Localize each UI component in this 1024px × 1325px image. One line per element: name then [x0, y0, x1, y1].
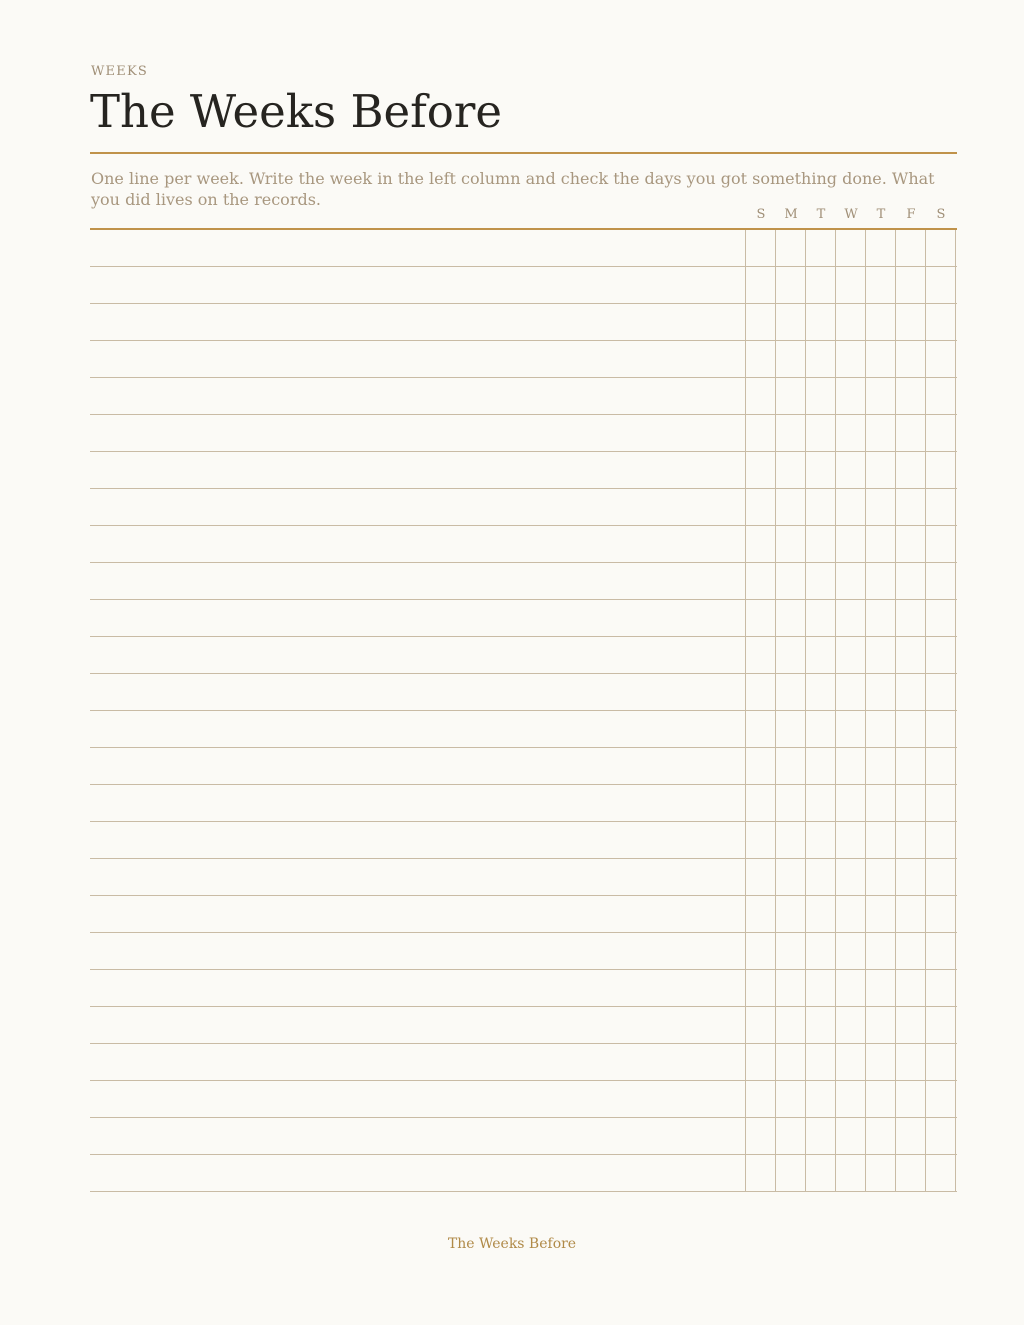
day-checkbox-cell[interactable] [896, 563, 926, 599]
day-checkbox-cell[interactable] [836, 378, 866, 414]
tracker-rows [90, 230, 957, 1192]
week-row [90, 452, 957, 489]
week-write-in-cell[interactable] [90, 341, 746, 377]
day-checkbox-cell[interactable] [926, 711, 956, 747]
day-checkbox-cell[interactable] [926, 1155, 956, 1191]
day-checkbox-cell[interactable] [776, 1081, 806, 1117]
day-checkbox-cell[interactable] [926, 1007, 956, 1043]
footer-text: The Weeks Before [447, 1236, 577, 1252]
day-checkbox-cell[interactable] [836, 452, 866, 488]
day-checkbox-cell[interactable] [776, 785, 806, 821]
week-write-in-cell[interactable] [90, 600, 746, 636]
day-checkbox-cell[interactable] [746, 378, 776, 414]
week-write-in-cell[interactable] [90, 822, 746, 858]
day-checkbox-cell[interactable] [896, 600, 926, 636]
day-checkbox-cell[interactable] [926, 489, 956, 525]
day-header: S [936, 207, 946, 222]
day-checkbox-cell[interactable] [806, 415, 836, 451]
day-checkbox-cell[interactable] [746, 341, 776, 377]
day-checkbox-cell[interactable] [926, 785, 956, 821]
day-checkbox-cell[interactable] [776, 341, 806, 377]
day-checkbox-cell[interactable] [806, 1118, 836, 1154]
day-checkbox-cell[interactable] [776, 1118, 806, 1154]
day-checkbox-cell[interactable] [866, 785, 896, 821]
week-write-in-cell[interactable] [90, 674, 746, 710]
day-checkbox-cell[interactable] [866, 1081, 896, 1117]
day-checkbox-cell[interactable] [896, 859, 926, 895]
day-checkbox-cell[interactable] [926, 674, 956, 710]
day-checkbox-cell[interactable] [926, 230, 956, 266]
week-row [90, 378, 957, 415]
day-checkbox-cell[interactable] [836, 1155, 866, 1191]
day-header: T [876, 207, 886, 222]
day-checkbox-cell[interactable] [866, 452, 896, 488]
day-checkbox-cell[interactable] [926, 1081, 956, 1117]
day-checkbox-cell[interactable] [926, 526, 956, 562]
day-checkbox-cell[interactable] [746, 1007, 776, 1043]
day-checkbox-cell[interactable] [746, 304, 776, 340]
day-checkbox-cell[interactable] [896, 267, 926, 303]
day-checkbox-cell[interactable] [776, 563, 806, 599]
day-checkbox-cell[interactable] [896, 1118, 926, 1154]
week-row [90, 1044, 957, 1081]
day-checkbox-cell[interactable] [926, 600, 956, 636]
week-row [90, 896, 957, 933]
day-checkbox-cell[interactable] [836, 748, 866, 784]
day-header: F [906, 207, 916, 222]
day-checkbox-cell[interactable] [896, 1081, 926, 1117]
day-checkbox-cell[interactable] [776, 711, 806, 747]
day-checkbox-cell[interactable] [776, 489, 806, 525]
week-row [90, 526, 957, 563]
day-checkbox-cell[interactable] [746, 526, 776, 562]
day-checkbox-cell[interactable] [836, 1081, 866, 1117]
day-checkbox-cell[interactable] [806, 859, 836, 895]
day-checkbox-cell[interactable] [836, 341, 866, 377]
day-header: T [816, 207, 826, 222]
week-write-in-cell[interactable] [90, 415, 746, 451]
day-checkbox-cell[interactable] [866, 563, 896, 599]
day-checkbox-cell[interactable] [866, 637, 896, 673]
day-checkbox-cell[interactable] [776, 1155, 806, 1191]
day-checkbox-cell[interactable] [746, 267, 776, 303]
day-checkbox-cell[interactable] [836, 600, 866, 636]
day-checkbox-cell[interactable] [896, 304, 926, 340]
day-checkbox-cell[interactable] [806, 822, 836, 858]
day-checkbox-cell[interactable] [836, 785, 866, 821]
day-checkbox-cell[interactable] [866, 711, 896, 747]
section-eyebrow: WEEKS [91, 64, 148, 79]
week-write-in-cell[interactable] [90, 637, 746, 673]
day-checkbox-cell[interactable] [926, 304, 956, 340]
day-checkbox-cell[interactable] [746, 822, 776, 858]
day-checkbox-cell[interactable] [806, 489, 836, 525]
day-checkbox-cell[interactable] [746, 489, 776, 525]
day-checkbox-cell[interactable] [806, 600, 836, 636]
day-checkbox-cell[interactable] [776, 970, 806, 1006]
day-checkbox-cell[interactable] [776, 822, 806, 858]
day-checkbox-cell[interactable] [746, 637, 776, 673]
day-checkbox-cell[interactable] [896, 970, 926, 1006]
week-write-in-cell[interactable] [90, 526, 746, 562]
page-title: The Weeks Before [90, 85, 503, 138]
day-checkbox-cell[interactable] [836, 1007, 866, 1043]
day-checkbox-cell[interactable] [896, 896, 926, 932]
day-checkbox-cell[interactable] [836, 896, 866, 932]
day-checkbox-cell[interactable] [776, 415, 806, 451]
week-write-in-cell[interactable] [90, 1118, 746, 1154]
day-checkbox-cell[interactable] [866, 341, 896, 377]
week-row [90, 970, 957, 1007]
day-checkbox-cell[interactable] [776, 637, 806, 673]
day-checkbox-cell[interactable] [896, 230, 926, 266]
week-row [90, 785, 957, 822]
day-checkbox-cell[interactable] [836, 267, 866, 303]
week-row [90, 563, 957, 600]
day-checkbox-cell[interactable] [866, 489, 896, 525]
day-checkbox-cell[interactable] [926, 563, 956, 599]
day-checkbox-cell[interactable] [896, 1044, 926, 1080]
day-checkbox-cell[interactable] [926, 822, 956, 858]
day-checkbox-cell[interactable] [776, 304, 806, 340]
day-checkbox-cell[interactable] [776, 230, 806, 266]
day-checkbox-cell[interactable] [866, 526, 896, 562]
week-write-in-cell[interactable] [90, 489, 746, 525]
day-checkbox-cell[interactable] [866, 304, 896, 340]
day-checkbox-cell[interactable] [746, 933, 776, 969]
day-checkbox-cell[interactable] [836, 230, 866, 266]
day-checkbox-cell[interactable] [776, 526, 806, 562]
day-checkbox-cell[interactable] [746, 1155, 776, 1191]
day-checkbox-cell[interactable] [866, 1155, 896, 1191]
day-header: S [756, 207, 766, 222]
day-checkbox-cell[interactable] [836, 822, 866, 858]
day-checkbox-cell[interactable] [836, 1118, 866, 1154]
day-checkbox-cell[interactable] [746, 1081, 776, 1117]
day-checkbox-cell[interactable] [746, 230, 776, 266]
day-checkbox-cell[interactable] [806, 1155, 836, 1191]
day-checkbox-cell[interactable] [926, 1118, 956, 1154]
week-write-in-cell[interactable] [90, 1081, 746, 1117]
day-checkbox-cell[interactable] [746, 563, 776, 599]
week-write-in-cell[interactable] [90, 267, 746, 303]
day-checkbox-cell[interactable] [836, 711, 866, 747]
day-checkbox-cell[interactable] [776, 267, 806, 303]
day-checkbox-cell[interactable] [776, 378, 806, 414]
day-checkbox-cell[interactable] [806, 267, 836, 303]
day-checkbox-cell[interactable] [746, 785, 776, 821]
day-checkbox-cell[interactable] [776, 896, 806, 932]
day-checkbox-cell[interactable] [806, 674, 836, 710]
day-checkbox-cell[interactable] [806, 711, 836, 747]
day-checkbox-cell[interactable] [806, 1007, 836, 1043]
day-checkbox-cell[interactable] [896, 452, 926, 488]
day-checkbox-cell[interactable] [896, 748, 926, 784]
day-checkbox-cell[interactable] [926, 452, 956, 488]
day-checkbox-cell[interactable] [806, 1081, 836, 1117]
day-checkbox-cell[interactable] [836, 970, 866, 1006]
day-checkbox-cell[interactable] [866, 822, 896, 858]
week-write-in-cell[interactable] [90, 304, 746, 340]
week-write-in-cell[interactable] [90, 896, 746, 932]
day-checkbox-cell[interactable] [896, 637, 926, 673]
week-row [90, 304, 957, 341]
day-checkbox-cell[interactable] [746, 896, 776, 932]
day-checkbox-cell[interactable] [806, 452, 836, 488]
day-checkbox-cell[interactable] [746, 415, 776, 451]
day-header: M [784, 207, 798, 222]
title-divider [90, 152, 957, 154]
week-row [90, 1007, 957, 1044]
day-checkbox-cell[interactable] [776, 1044, 806, 1080]
week-write-in-cell[interactable] [90, 748, 746, 784]
week-row [90, 489, 957, 526]
day-checkbox-cell[interactable] [806, 304, 836, 340]
day-checkbox-cell[interactable] [866, 230, 896, 266]
week-row [90, 267, 957, 304]
day-checkbox-cell[interactable] [746, 600, 776, 636]
day-header-row [746, 207, 957, 222]
day-checkbox-cell[interactable] [926, 341, 956, 377]
week-row [90, 748, 957, 785]
day-checkbox-cell[interactable] [926, 378, 956, 414]
day-checkbox-cell[interactable] [866, 1007, 896, 1043]
day-header: W [844, 207, 858, 222]
day-checkbox-cell[interactable] [836, 859, 866, 895]
day-checkbox-cell[interactable] [866, 748, 896, 784]
day-checkbox-cell[interactable] [776, 600, 806, 636]
day-checkbox-cell[interactable] [806, 378, 836, 414]
day-checkbox-cell[interactable] [866, 859, 896, 895]
day-checkbox-cell[interactable] [896, 1155, 926, 1191]
day-checkbox-cell[interactable] [806, 896, 836, 932]
day-checkbox-cell[interactable] [806, 563, 836, 599]
week-write-in-cell[interactable] [90, 230, 746, 266]
day-checkbox-cell[interactable] [926, 637, 956, 673]
week-row [90, 933, 957, 970]
instructions-text: One line per week. Write the week in the left column and check the days you got something done. What you did lives on the records. [91, 169, 935, 209]
day-checkbox-cell[interactable] [806, 230, 836, 266]
day-checkbox-cell[interactable] [866, 896, 896, 932]
day-checkbox-cell[interactable] [896, 378, 926, 414]
day-checkbox-cell[interactable] [866, 267, 896, 303]
day-checkbox-cell[interactable] [866, 1118, 896, 1154]
day-checkbox-cell[interactable] [836, 304, 866, 340]
day-checkbox-cell[interactable] [776, 1007, 806, 1043]
week-write-in-cell[interactable] [90, 378, 746, 414]
week-row [90, 600, 957, 637]
week-write-in-cell[interactable] [90, 1044, 746, 1080]
day-checkbox-cell[interactable] [806, 785, 836, 821]
day-checkbox-cell[interactable] [836, 1044, 866, 1080]
week-row [90, 859, 957, 896]
week-write-in-cell[interactable] [90, 1007, 746, 1043]
day-checkbox-cell[interactable] [836, 563, 866, 599]
day-checkbox-cell[interactable] [896, 415, 926, 451]
day-checkbox-cell[interactable] [806, 970, 836, 1006]
day-checkbox-cell[interactable] [806, 933, 836, 969]
week-row [90, 415, 957, 452]
day-checkbox-cell[interactable] [836, 415, 866, 451]
day-checkbox-cell[interactable] [746, 970, 776, 1006]
day-checkbox-cell[interactable] [896, 526, 926, 562]
day-checkbox-cell[interactable] [746, 452, 776, 488]
week-write-in-cell[interactable] [90, 933, 746, 969]
day-checkbox-cell[interactable] [746, 748, 776, 784]
day-checkbox-cell[interactable] [926, 267, 956, 303]
day-checkbox-cell[interactable] [866, 415, 896, 451]
day-checkbox-cell[interactable] [746, 1118, 776, 1154]
week-write-in-cell[interactable] [90, 785, 746, 821]
day-checkbox-cell[interactable] [806, 748, 836, 784]
week-write-in-cell[interactable] [90, 452, 746, 488]
week-row [90, 637, 957, 674]
day-checkbox-cell[interactable] [866, 933, 896, 969]
day-checkbox-cell[interactable] [836, 933, 866, 969]
day-checkbox-cell[interactable] [806, 526, 836, 562]
week-write-in-cell[interactable] [90, 711, 746, 747]
day-checkbox-cell[interactable] [866, 378, 896, 414]
week-row [90, 1081, 957, 1118]
day-checkbox-cell[interactable] [896, 341, 926, 377]
day-checkbox-cell[interactable] [896, 489, 926, 525]
day-checkbox-cell[interactable] [866, 674, 896, 710]
day-checkbox-cell[interactable] [746, 1044, 776, 1080]
week-row [90, 341, 957, 378]
week-row [90, 1118, 957, 1155]
day-checkbox-cell[interactable] [926, 748, 956, 784]
day-checkbox-cell[interactable] [896, 674, 926, 710]
day-checkbox-cell[interactable] [836, 526, 866, 562]
week-row [90, 230, 957, 267]
day-checkbox-cell[interactable] [926, 896, 956, 932]
week-write-in-cell[interactable] [90, 1155, 746, 1191]
week-row [90, 674, 957, 711]
day-checkbox-cell[interactable] [836, 674, 866, 710]
day-checkbox-cell[interactable] [776, 933, 806, 969]
day-checkbox-cell[interactable] [746, 859, 776, 895]
day-checkbox-cell[interactable] [806, 1044, 836, 1080]
day-checkbox-cell[interactable] [806, 637, 836, 673]
day-checkbox-cell[interactable] [836, 637, 866, 673]
day-checkbox-cell[interactable] [866, 970, 896, 1006]
day-checkbox-cell[interactable] [746, 674, 776, 710]
day-checkbox-cell[interactable] [776, 674, 806, 710]
day-checkbox-cell[interactable] [836, 489, 866, 525]
day-checkbox-cell[interactable] [896, 785, 926, 821]
day-checkbox-cell[interactable] [926, 1044, 956, 1080]
day-checkbox-cell[interactable] [896, 711, 926, 747]
day-checkbox-cell[interactable] [776, 748, 806, 784]
day-checkbox-cell[interactable] [866, 600, 896, 636]
day-checkbox-cell[interactable] [896, 1007, 926, 1043]
week-write-in-cell[interactable] [90, 859, 746, 895]
day-checkbox-cell[interactable] [926, 415, 956, 451]
week-row [90, 822, 957, 859]
day-checkbox-cell[interactable] [896, 822, 926, 858]
day-checkbox-cell[interactable] [776, 452, 806, 488]
day-checkbox-cell[interactable] [926, 859, 956, 895]
week-write-in-cell[interactable] [90, 970, 746, 1006]
day-checkbox-cell[interactable] [896, 933, 926, 969]
day-checkbox-cell[interactable] [746, 711, 776, 747]
week-row [90, 1155, 957, 1192]
day-checkbox-cell[interactable] [776, 859, 806, 895]
day-checkbox-cell[interactable] [806, 341, 836, 377]
day-checkbox-cell[interactable] [926, 970, 956, 1006]
day-checkbox-cell[interactable] [926, 933, 956, 969]
week-write-in-cell[interactable] [90, 563, 746, 599]
day-checkbox-cell[interactable] [866, 1044, 896, 1080]
week-row [90, 711, 957, 748]
